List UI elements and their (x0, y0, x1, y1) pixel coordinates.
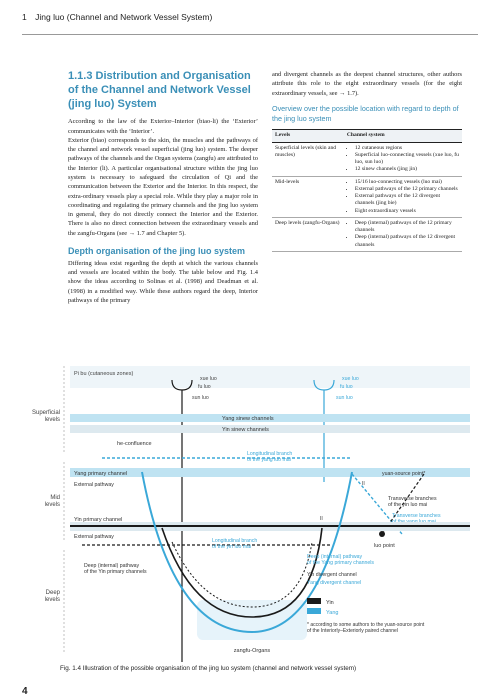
list-item: • 12 sinew channels (jing jin) (355, 166, 459, 173)
pi-bu-label: Pi bu (cutaneous zones) (74, 371, 134, 377)
external-pathway-top-label: External pathway (74, 482, 114, 488)
table-lead: Overview over the possible location with regard to depth of the jing luo system (272, 103, 459, 123)
running-head (22, 12, 212, 22)
paragraph-2: Exterior (biao) corresponds to the skin, the muscles and the pathways of the channel and network vessel superficial (jing luo) system. The deeper pathways of the channels and the Organ systems (zangfu) are attributed to the Interior (li). A particular organisational structure within the jing luo system is necessary to safeguard the circulation of Qi and the communication between the Exterior and the Interior. In this respect, the extra-ordinary vessels play a special role. While they play a major role in coordinating and regulating the primary channels and the jing luo system in general, they do not directly connect the Interior and the Exterior. There is also no direct connection between the extraordinary vessels and the zangfu-Organs (see → 1.7 and Chapter 5). (68, 136, 258, 237)
chapter-number: 1 (22, 12, 27, 22)
table-cell-level: Deep levels (zangfu-Organs) (272, 217, 344, 251)
yin-divergent-path (172, 542, 312, 607)
list-item: • External pathways of the 12 primary channels (355, 186, 459, 193)
paragraph-3: Differing ideas exist regarding the depth at which the various channels and vessels are located within the body. The table below and Fig. 1.4 show the ideas according to Solinas et al. (1998) and Deadman et al. (1998) in a modified way. While these authors regard the deep, Interior pathways of the primary (68, 259, 258, 305)
subheading-depth: Depth organisation of the jing luo system (68, 245, 246, 256)
figure-caption: Fig. 1.4 Illustration of the possible organisation of the jing luo system (channel and network vessel system) (60, 665, 357, 672)
sun-luo-label-left: sun luo (192, 395, 209, 401)
footnote: * according to some authors to the yuan-source point of the Interiorly–Exteriorly paired channel (307, 622, 425, 634)
yuan-source-label: yuan-source point* (382, 471, 426, 477)
pi-bu-zone (70, 366, 470, 388)
legend-yang-swatch (307, 608, 321, 614)
longitudinal-yang-label: Longitudinal branch of the yang luo mai (247, 451, 293, 463)
list-item: • Deep (internal) pathways of the 12 divergent channels (355, 234, 459, 249)
page-number: 4 (22, 686, 28, 697)
jing-luo-diagram (22, 362, 478, 662)
luo-point-label: luo point (374, 543, 395, 549)
table-row (272, 176, 462, 217)
level-label-superficial: Superficial levels (31, 410, 60, 423)
right-column (272, 70, 462, 252)
transverse-yin-label: Transverse branches of the yin luo mai (388, 496, 437, 508)
table-row (272, 142, 462, 176)
yang-primary-label: Yang primary channel (74, 471, 128, 477)
external-pathway-bottom-label: External pathway (74, 534, 114, 540)
yin-luo-fork (172, 380, 192, 662)
level-label-deep: Deep levels (44, 590, 60, 603)
level-label-mid: Mid levels (44, 495, 60, 508)
yin-sinew-label: Yin sinew channels (222, 427, 269, 433)
legend-yin-label: Yin (326, 600, 334, 606)
fu-luo-label-right: fu luo (340, 384, 353, 390)
yang-sinew-label: Yang sinew channels (222, 416, 274, 422)
table-cell-items (344, 142, 462, 176)
table-row (272, 217, 462, 251)
list-item: • Superficial luo-connecting vessels (xue luo, fu luo, sun luo) (355, 152, 459, 167)
list-item: • 12 cutaneous regions (355, 145, 459, 152)
fu-luo-label-left: fu luo (198, 384, 211, 390)
roman-two-label: II (362, 481, 365, 487)
left-column (68, 70, 258, 305)
table-cell-level: Superficial levels (skin and muscles) (272, 142, 344, 176)
list-item: • 15/16 luo-connecting vessels (luo mai) (355, 179, 459, 186)
paragraph-1: According to the law of the Exterior–Interior (biao-li) the ‘Exterior’ communicates with the ‘Interior’. (68, 118, 258, 135)
transverse-yang-label: Transverse branches (392, 513, 441, 519)
luo-point-marker (379, 531, 385, 537)
yang-divergent-label: Yang divergent channel (307, 580, 362, 586)
roman-two-label-yin: II (320, 516, 323, 522)
table-header-system: Channel system (344, 130, 462, 142)
he-confluence-label: he-confluence (117, 441, 152, 447)
list-item: • Deep (internal) pathways of the 12 primary channels (355, 220, 459, 235)
legend-yang-label: Yang (326, 610, 339, 616)
xue-luo-label-left: xue luo (200, 376, 217, 382)
yin-primary-label: Yin primary channel (74, 517, 123, 523)
depth-table (272, 129, 462, 252)
table-cell-items (344, 217, 462, 251)
chapter-title: Jing luo (Channel and Network Vessel System) (35, 12, 213, 22)
yin-divergent-label: Yin divergent channel (307, 572, 357, 578)
list-item: • Eight extraordinary vessels (355, 208, 459, 215)
sun-luo-label-right: sun luo (336, 395, 353, 401)
xue-luo-label-right: xue luo (342, 376, 359, 382)
deep-yin-label: Deep (internal) pathway of the Yin primary channels (84, 563, 147, 575)
yin-sinew-band (70, 425, 470, 433)
zangfu-label: zangfu-Organs (233, 648, 271, 654)
table-cell-items (344, 176, 462, 217)
table-cell-level: Mid-levels (272, 176, 344, 217)
deep-yang-label: Deep (internal) pathway of the Yang primary channels (307, 554, 374, 566)
longitudinal-yin-label: Longitudinal branch of the yin luo mai (212, 538, 258, 550)
header-rule (22, 34, 478, 35)
list-item: • External pathways of the 12 divergent channels (jing bie) (355, 193, 459, 208)
legend-yin-swatch (307, 598, 321, 604)
table-header-levels: Levels (272, 130, 344, 142)
paragraph-continued: and divergent channels as the deepest channel structures, other authors attribute this role to the eight extraordinary vessels (for the eight extraordinary vessels, see → 1.7). (272, 71, 462, 97)
section-title: 1.1.3 Distribution and Organisation of the Channel and Network Vessel (jing luo) System (68, 70, 251, 110)
